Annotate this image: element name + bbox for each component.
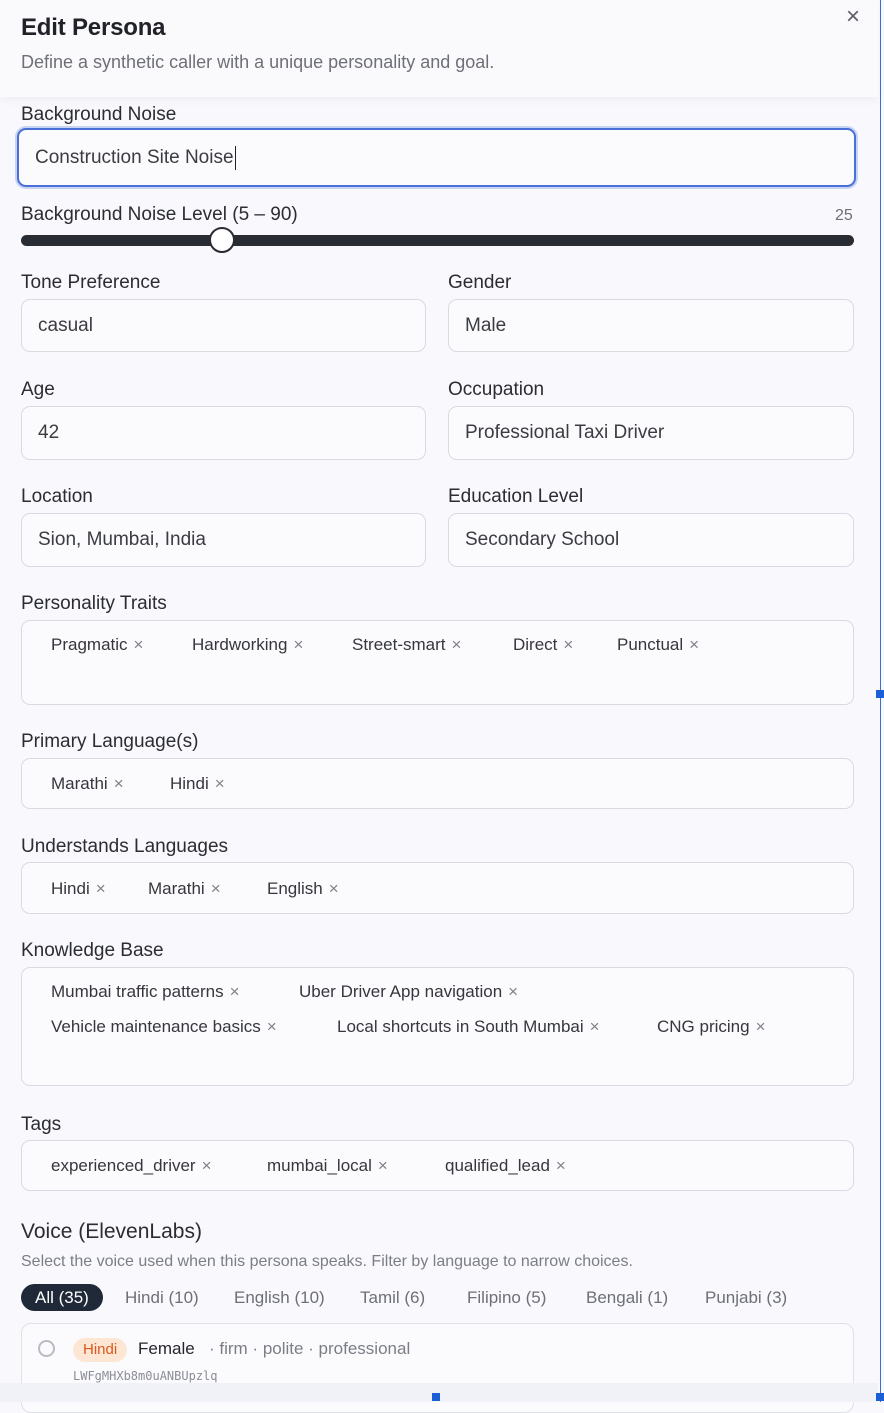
dialog-header [0, 0, 878, 97]
noise-level-slider-thumb[interactable] [209, 227, 235, 253]
age-label: Age [21, 379, 55, 400]
chip-label: Direct [513, 635, 558, 654]
voice-filter-filipino[interactable]: Filipino (5) [467, 1288, 547, 1307]
voice-radio-button[interactable] [38, 1340, 55, 1357]
noise-level-slider[interactable] [21, 235, 854, 246]
remove-icon[interactable]: × [755, 1017, 766, 1036]
chip[interactable] [657, 1017, 766, 1037]
remove-icon[interactable]: × [133, 635, 144, 654]
voice-section-description: Select the voice used when this persona speaks. Filter by language to narrow choices. [21, 1253, 633, 1270]
chip[interactable] [51, 1017, 277, 1037]
tone-label: Tone Preference [21, 272, 161, 293]
occupation-input[interactable] [448, 406, 854, 460]
primary-languages-label: Primary Language(s) [21, 731, 199, 752]
knowledge-base-tag-input[interactable] [21, 967, 854, 1086]
remove-icon[interactable]: × [377, 1156, 388, 1175]
dialog-subtitle: Define a synthetic caller with a unique personality and goal. [21, 52, 495, 72]
tags-label: Tags [21, 1114, 62, 1135]
chip[interactable] [170, 774, 225, 794]
voice-gender: Female [138, 1339, 195, 1358]
tags-tag-input[interactable] [21, 1140, 854, 1191]
gender-input[interactable] [448, 299, 854, 352]
background-noise-label: Background Noise [21, 104, 177, 125]
remove-icon[interactable]: × [229, 982, 240, 1001]
remove-icon[interactable]: × [95, 879, 106, 898]
chip[interactable] [51, 879, 106, 899]
gender-label: Gender [448, 272, 512, 293]
chip[interactable] [337, 1017, 600, 1037]
understands-languages-tag-input[interactable] [21, 862, 854, 914]
remove-icon[interactable]: × [214, 774, 225, 793]
chip-label: Hindi [170, 774, 209, 793]
resize-handle-bottom[interactable] [432, 1393, 440, 1401]
remove-icon[interactable]: × [555, 1156, 566, 1175]
personality-tag-input[interactable] [21, 620, 854, 705]
age-input[interactable] [21, 406, 426, 460]
remove-icon[interactable]: × [328, 879, 339, 898]
remove-icon[interactable]: × [689, 635, 700, 654]
age-value: 42 [38, 422, 60, 443]
chip-label: Hindi [51, 879, 90, 898]
remove-icon[interactable]: × [293, 635, 304, 654]
tone-input[interactable] [21, 299, 426, 352]
chip-label: mumbai_local [267, 1156, 372, 1175]
chip-label: Local shortcuts in South Mumbai [337, 1017, 584, 1036]
remove-icon[interactable]: × [451, 635, 462, 654]
noise-level-label: Background Noise Level (5 – 90) [21, 204, 298, 225]
noise-level-value: 25 [835, 207, 853, 224]
voice-filter-english[interactable]: English (10) [234, 1288, 325, 1307]
remove-icon[interactable]: × [563, 635, 574, 654]
remove-icon[interactable]: × [210, 879, 221, 898]
chip[interactable] [617, 635, 699, 655]
remove-icon[interactable]: × [201, 1156, 212, 1175]
chip-label: Marathi [51, 774, 108, 793]
voice-filter-hindi[interactable]: Hindi (10) [125, 1288, 199, 1307]
chip[interactable] [51, 774, 124, 794]
education-label: Education Level [448, 486, 584, 507]
chip-label: Mumbai traffic patterns [51, 982, 224, 1001]
remove-icon[interactable]: × [266, 1017, 277, 1036]
chip[interactable] [192, 635, 303, 655]
close-icon[interactable]: × [845, 3, 860, 30]
primary-languages-tag-input[interactable] [21, 758, 854, 809]
chip[interactable] [445, 1156, 566, 1176]
voice-language-badge: Hindi [73, 1338, 127, 1362]
chip[interactable] [51, 1156, 212, 1176]
chip-label: Marathi [148, 879, 205, 898]
chip-label: qualified_lead [445, 1156, 550, 1175]
chip[interactable] [299, 982, 518, 1002]
chip-label: Hardworking [192, 635, 288, 654]
chip-label: Punctual [617, 635, 684, 654]
chip[interactable] [51, 635, 143, 655]
voice-section-title: Voice (ElevenLabs) [21, 1220, 202, 1243]
chip[interactable] [267, 879, 339, 899]
location-value: Sion, Mumbai, India [38, 529, 206, 550]
chip-label: Vehicle maintenance basics [51, 1017, 261, 1036]
chip-label: Street-smart [352, 635, 446, 654]
text-caret [235, 146, 236, 170]
location-label: Location [21, 486, 93, 507]
chip-label: English [267, 879, 323, 898]
voice-filter-bengali[interactable]: Bengali (1) [586, 1288, 669, 1307]
voice-id: LWFgMHXb8m0uANBUpzlq [73, 1369, 218, 1383]
voice-filter-all[interactable]: All (35) [21, 1284, 103, 1311]
tone-value: casual [38, 314, 93, 336]
remove-icon[interactable]: × [508, 982, 519, 1001]
background-noise-value: Construction Site Noise [35, 146, 234, 168]
understands-languages-label: Understands Languages [21, 836, 229, 857]
remove-icon[interactable]: × [589, 1017, 600, 1036]
occupation-value: Professional Taxi Driver [465, 422, 665, 443]
chip[interactable] [267, 1156, 388, 1176]
voice-filter-punjabi[interactable]: Punjabi (3) [705, 1288, 788, 1307]
gender-value: Male [465, 314, 507, 336]
knowledge-base-label: Knowledge Base [21, 940, 164, 961]
chip-label: Uber Driver App navigation [299, 982, 503, 1001]
education-value: Secondary School [465, 529, 620, 550]
resize-handle-right[interactable] [876, 690, 884, 698]
chip[interactable] [352, 635, 461, 655]
resize-handle-corner[interactable] [876, 1393, 884, 1401]
chip-label: experienced_driver [51, 1156, 196, 1175]
location-input[interactable] [21, 513, 426, 567]
voice-descriptors: · firm · polite · professional [209, 1339, 411, 1358]
voice-filter-tamil[interactable]: Tamil (6) [360, 1288, 426, 1307]
selection-border [880, 0, 881, 1402]
chip[interactable] [148, 879, 221, 899]
background-noise-input[interactable] [17, 128, 856, 187]
chip-label: CNG pricing [657, 1017, 750, 1036]
education-input[interactable] [448, 513, 854, 567]
chip[interactable] [513, 635, 573, 655]
chip[interactable] [51, 982, 240, 1002]
occupation-label: Occupation [448, 379, 545, 400]
chip-label: Pragmatic [51, 635, 128, 654]
remove-icon[interactable]: × [113, 774, 124, 793]
personality-label: Personality Traits [21, 593, 167, 614]
dialog-title: Edit Persona [21, 14, 166, 41]
